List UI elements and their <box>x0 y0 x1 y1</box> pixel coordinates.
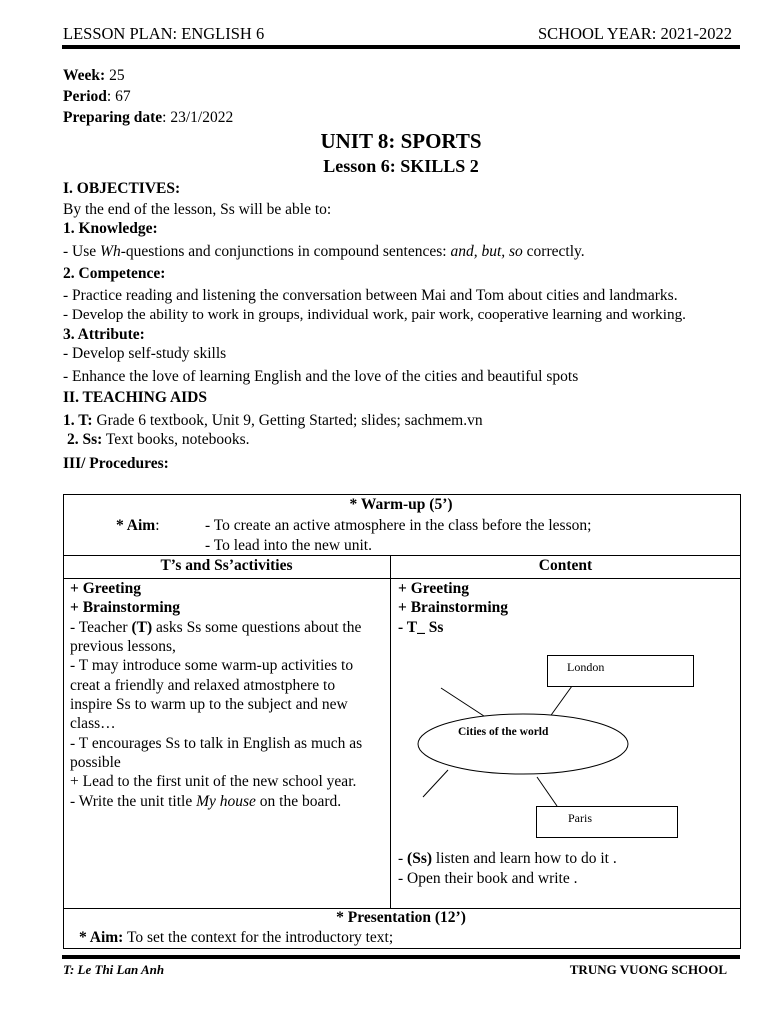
aim-colon: : <box>155 517 160 534</box>
week-value: 25 <box>105 67 125 84</box>
presentation-aim-label: * Aim: <box>79 929 124 946</box>
period-line <box>63 88 131 106</box>
left-line-2: previous lessons, <box>70 638 176 655</box>
mindmap-node-bottom <box>536 806 678 838</box>
mindmap-center-label: Cities of the world <box>458 726 549 738</box>
week-label: Week: <box>63 67 106 84</box>
left-line-5: inspire Ss to warm up to the subject and new <box>70 696 348 713</box>
objectives-intro: By the end of the lesson, Ss will be able to: <box>63 201 332 218</box>
mindmap-node-bottom-label: Paris <box>568 811 592 825</box>
date-label: Preparing date <box>63 109 163 126</box>
left-line-1a: - Teacher <box>70 619 132 636</box>
warmup-aim-2: - To lead into the new unit. <box>205 537 372 554</box>
right-ss-c: listen and learn how to do it . <box>432 850 617 867</box>
right-greeting: + Greeting <box>398 580 469 597</box>
objectives-heading: I. OBJECTIVES: <box>63 180 181 197</box>
aids-students <box>67 431 250 449</box>
footer-school: TRUNG VUONG SCHOOL <box>569 962 727 977</box>
attribute-item-2: - Enhance the love of learning English and the love of the cities and beautiful spots <box>63 368 579 385</box>
aids-teacher <box>63 412 483 430</box>
right-ss-b: (Ss) <box>407 850 433 867</box>
mindmap-branch <box>441 688 487 718</box>
knowledge-text-c: -questions and conjunctions in compound sentences: <box>120 243 451 260</box>
aids-students-value: Text books, notebooks. <box>102 431 250 448</box>
presentation-aim <box>79 929 393 947</box>
mindmap-branch <box>423 770 448 797</box>
presentation-title: * Presentation (12’) <box>336 909 466 926</box>
left-line-8: possible <box>70 754 121 771</box>
unit-title: UNIT 8: SPORTS <box>320 129 482 153</box>
attribute-heading: 3. Attribute: <box>63 326 145 343</box>
knowledge-text-conjunctions: and, but, so <box>450 243 523 260</box>
right-brainstorming: + Brainstorming <box>398 599 509 616</box>
table-divider <box>63 578 740 579</box>
aim-label-text: * Aim <box>116 517 156 534</box>
column-header-content: Content <box>538 557 593 574</box>
left-line-6: class… <box>70 715 116 732</box>
table-divider <box>63 555 740 556</box>
left-line-10c: on the board. <box>255 793 342 810</box>
competence-item-1: - Practice reading and listening the conversation between Mai and Tom about cities and landmarks. <box>63 287 678 304</box>
right-ss-line <box>398 850 617 868</box>
left-line-1c: asks Ss some questions about the <box>152 619 362 636</box>
mindmap-branch <box>537 777 557 806</box>
warmup-title: * Warm-up (5’) <box>349 496 453 513</box>
competence-heading: 2. Competence: <box>63 265 166 282</box>
date-line <box>63 109 233 127</box>
period-value: : 67 <box>106 88 131 105</box>
period-label: Period <box>63 88 107 105</box>
column-header-activities: T’s and Ss’activities <box>160 557 293 574</box>
lesson-title: Lesson 6: SKILLS 2 <box>323 156 479 176</box>
mindmap-branch <box>549 686 572 718</box>
left-line-10 <box>70 793 341 811</box>
left-line-10b: My house <box>196 793 256 810</box>
left-line-4: creat a friendly and relaxed atmostphere to <box>70 677 336 694</box>
mindmap-node-top <box>547 655 694 687</box>
knowledge-text-wh: Wh <box>100 243 121 260</box>
knowledge-text-e: correctly. <box>522 243 585 260</box>
aids-heading: II. TEACHING AIDS <box>63 389 207 406</box>
date-value: : 23/1/2022 <box>162 109 234 126</box>
warmup-aim-1: - To create an active atmosphere in the class before the lesson; <box>205 517 592 534</box>
right-open-line: - Open their book and write . <box>398 870 578 887</box>
header-right: SCHOOL YEAR: 2021-2022 <box>537 24 732 43</box>
knowledge-text <box>63 243 585 261</box>
warmup-aim-label <box>116 517 160 535</box>
knowledge-text-a: - Use <box>63 243 101 260</box>
attribute-item-1: - Develop self-study skills <box>63 345 227 362</box>
knowledge-heading: 1. Knowledge: <box>63 220 158 237</box>
presentation-aim-value: To set the context for the introductory text; <box>123 929 394 946</box>
left-line-9: + Lead to the first unit of the new school year. <box>70 773 357 790</box>
header-left: LESSON PLAN: ENGLISH 6 <box>63 24 265 43</box>
left-brainstorming: + Brainstorming <box>70 599 181 616</box>
footer-teacher: T: Le Thi Lan Anh <box>63 962 165 977</box>
footer-rule <box>62 955 740 959</box>
right-t-ss: - T_ Ss <box>398 619 444 636</box>
week-line <box>63 67 125 85</box>
competence-item-2: - Develop the ability to work in groups, individual work, pair work, cooperative learning and working. <box>63 306 686 323</box>
aids-students-label: 2. Ss: <box>67 431 103 448</box>
aids-teacher-label: 1. T: <box>63 412 93 429</box>
left-line-10a: - Write the unit title <box>70 793 197 810</box>
procedures-heading: III/ Procedures: <box>63 455 169 472</box>
left-greeting: + Greeting <box>70 580 141 597</box>
mindmap-node-top-label: London <box>567 660 605 674</box>
header-rule <box>62 45 740 49</box>
mindmap-center-ellipse <box>418 714 628 774</box>
right-ss-a: - <box>398 850 408 867</box>
left-line-1 <box>70 619 361 637</box>
left-line-3: - T may introduce some warm-up activities to <box>70 657 354 674</box>
aids-teacher-value: Grade 6 textbook, Unit 9, Getting Started; slides; sachmem.vn <box>92 412 483 429</box>
left-line-1b: (T) <box>131 619 153 636</box>
left-line-7: - T encourages Ss to talk in English as much as <box>70 735 363 752</box>
